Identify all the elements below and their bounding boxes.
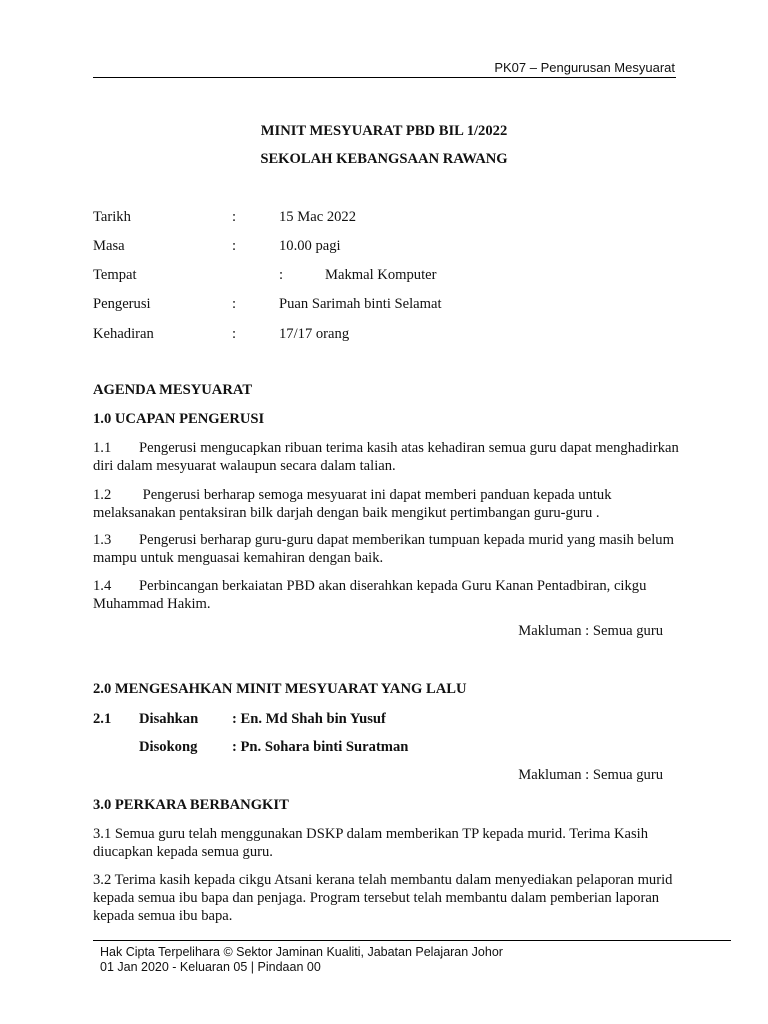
item-number: 1.2 — [93, 487, 112, 503]
makluman-note: Makluman : Semua guru — [518, 767, 663, 783]
header-divider — [93, 77, 676, 78]
info-sep: : — [279, 267, 284, 283]
makluman-note: Makluman : Semua guru — [518, 623, 663, 639]
footer-divider — [93, 940, 731, 941]
item-number: 1.4 — [93, 578, 112, 594]
section-1-heading: 1.0 UCAPAN PENGERUSI — [93, 411, 265, 427]
info-value-masa: 10.00 pagi — [279, 238, 341, 254]
document-header: PK07 – Pengurusan Mesyuarat — [494, 60, 675, 75]
disokong-label: Disokong — [139, 739, 198, 755]
info-value-pengerusi: Puan Sarimah binti Selamat — [279, 296, 442, 312]
section-1-item — [93, 486, 683, 522]
school-name: SEKOLAH KEBANGSAAN RAWANG — [260, 151, 508, 167]
item-text: Perbincangan berkaiatan PBD akan diserahkan kepada Guru Kanan Pentadbiran, cikgu Muhammad Hakim. — [93, 578, 647, 612]
section-2-heading: 2.0 MENGESAHKAN MINIT MESYUARAT YANG LALU — [93, 681, 467, 697]
info-label-masa: Masa — [93, 238, 125, 254]
section-1-item — [93, 531, 683, 567]
disahkan-value: : En. Md Shah bin Yusuf — [232, 711, 386, 727]
section-1-item — [93, 439, 683, 475]
item-number: 1.3 — [93, 532, 112, 548]
info-label-pengerusi: Pengerusi — [93, 296, 151, 312]
section-3-item: 3.1 Semua guru telah menggunakan DSKP dalam memberikan TP kepada murid. Terima Kasih diucapkan kepada semua guru. — [93, 826, 649, 860]
item-text: Pengerusi berharap semoga mesyuarat ini dapat memberi panduan kepada untuk melaksanakan pentaksiran bilk darjah dengan baik mengikut pertimbangan guru-guru . — [93, 487, 612, 521]
info-label-tempat: Tempat — [93, 267, 137, 283]
info-value-tarikh: 15 Mac 2022 — [279, 209, 357, 225]
item-text: Pengerusi mengucapkan ribuan terima kasih atas kehadiran semua guru dapat menghadirkan diri dalam mesyuarat walaupun secara dalam talian. — [93, 440, 679, 474]
section-1-item — [93, 577, 683, 613]
agenda-heading: AGENDA MESYUARAT — [93, 382, 253, 398]
info-sep: : — [232, 209, 237, 225]
disokong-value: : Pn. Sohara binti Suratman — [232, 739, 409, 755]
section-2-number: 2.1 — [93, 711, 112, 727]
section-3-heading: 3.0 PERKARA BERBANGKIT — [93, 797, 289, 813]
item-number: 1.1 — [93, 440, 112, 456]
item-text: Pengerusi berharap guru-guru dapat memberikan tumpuan kepada murid yang masih belum mampu untuk menguasai kemahiran dengan baik. — [93, 532, 674, 566]
footer-copyright: Hak Cipta Terpelihara © Sektor Jaminan Kualiti, Jabatan Pelajaran Johor — [100, 945, 503, 959]
info-label-tarikh: Tarikh — [93, 209, 131, 225]
info-value-tempat: Makmal Komputer — [325, 267, 437, 283]
document-title: MINIT MESYUARAT PBD BIL 1/2022 — [260, 123, 508, 139]
info-label-kehadiran: Kehadiran — [93, 326, 154, 342]
info-sep: : — [232, 326, 237, 342]
footer-release-info: 01 Jan 2020 - Keluaran 05 | Pindaan 00 — [100, 960, 321, 974]
info-sep: : — [232, 296, 237, 312]
section-3-item: 3.2 Terima kasih kepada cikgu Atsani kerana telah membantu dalam menyediakan pelaporan murid kepada semua ibu bapa dan penjaga. Program tersebut telah membantu dalam pemberian laporan kepada semua ibu bapa. — [93, 872, 673, 924]
info-value-kehadiran: 17/17 orang — [279, 326, 350, 342]
disahkan-label: Disahkan — [139, 711, 199, 727]
info-sep: : — [232, 238, 237, 254]
